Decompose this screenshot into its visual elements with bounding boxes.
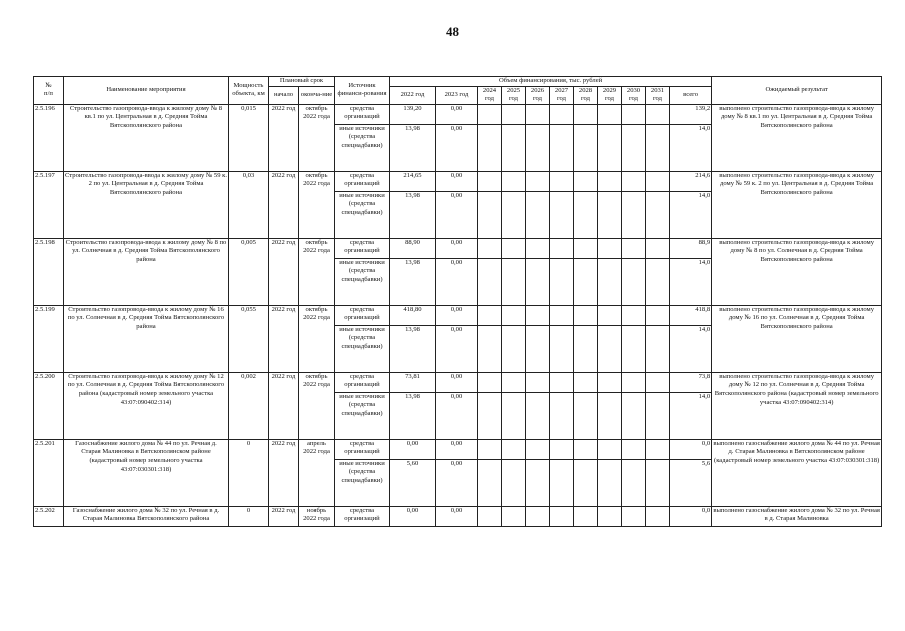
row-name: Газоснабжение жилого дома № 32 по ул. Речная в д. Старая Малиновка Вятскополянского района bbox=[64, 506, 229, 526]
row-value-empty bbox=[526, 325, 550, 372]
row-value-2023: 0,00 bbox=[436, 392, 478, 439]
table-row bbox=[34, 439, 882, 459]
row-name: Строительство газопровода-ввода к жилому дому № 16 по ул. Солнечная в д. Средняя Тойма Вятскополянского района bbox=[64, 305, 229, 372]
row-value-total: 73,8 bbox=[670, 372, 712, 392]
row-value-empty bbox=[550, 171, 574, 191]
row-value-empty bbox=[622, 372, 646, 392]
row-name: Строительство газопровода-ввода к жилому дому № 8 кв.1 по ул. Центральная в д. Средняя Тойма Вятскополянского района bbox=[64, 104, 229, 171]
row-value-2022: 139,20 bbox=[390, 104, 436, 124]
row-value-empty bbox=[526, 124, 550, 171]
table-row bbox=[34, 104, 882, 124]
row-value-empty bbox=[478, 372, 502, 392]
row-value-empty bbox=[646, 439, 670, 459]
row-capacity: 0,005 bbox=[229, 238, 269, 305]
row-value-empty bbox=[478, 506, 502, 526]
row-source: иные источники (средства спецнадбавки) bbox=[335, 459, 390, 506]
row-value-empty bbox=[574, 506, 598, 526]
row-start: 2022 год bbox=[269, 506, 299, 526]
row-result: выполнено строительство газопровода-ввода к жилому дому № 16 по ул. Солнечная в д. Средняя Тойма Вятскополянского района bbox=[712, 305, 882, 372]
row-value-empty bbox=[646, 305, 670, 325]
row-value-empty bbox=[502, 124, 526, 171]
row-value-empty bbox=[526, 191, 550, 238]
header-name: Наименование мероприятия bbox=[64, 77, 229, 105]
row-value-empty bbox=[622, 459, 646, 506]
funding-table bbox=[33, 76, 882, 527]
row-value-empty bbox=[622, 104, 646, 124]
row-value-2022: 13,98 bbox=[390, 325, 436, 372]
header-year: 2025 год bbox=[502, 86, 526, 104]
row-value-empty bbox=[598, 506, 622, 526]
row-start: 2022 год bbox=[269, 171, 299, 238]
row-value-2023: 0,00 bbox=[436, 124, 478, 171]
row-value-empty bbox=[502, 459, 526, 506]
header-capacity: Мощность объекта, км bbox=[229, 77, 269, 105]
row-value-empty bbox=[550, 124, 574, 171]
row-number: 2.5.201 bbox=[34, 439, 64, 506]
row-result: выполнено газоснабжение жилого дома № 32 по ул. Речная в д. Старая Малиновка bbox=[712, 506, 882, 526]
row-value-empty bbox=[574, 104, 598, 124]
header-year: 2022 год bbox=[390, 86, 436, 104]
row-value-total: 214,6 bbox=[670, 171, 712, 191]
header-year: 2024 год bbox=[478, 86, 502, 104]
row-value-total: 418,8 bbox=[670, 305, 712, 325]
row-value-2022: 0,00 bbox=[390, 506, 436, 526]
row-source: иные источники (средства спецнадбавки) bbox=[335, 392, 390, 439]
row-start: 2022 год bbox=[269, 439, 299, 506]
row-value-empty bbox=[550, 258, 574, 305]
row-value-empty bbox=[622, 238, 646, 258]
row-value-empty bbox=[622, 439, 646, 459]
table-row bbox=[34, 171, 882, 191]
row-end: ноябрь 2022 года bbox=[299, 506, 335, 526]
row-value-empty bbox=[550, 459, 574, 506]
row-value-empty bbox=[550, 104, 574, 124]
row-value-empty bbox=[574, 238, 598, 258]
row-value-empty bbox=[646, 124, 670, 171]
row-value-empty bbox=[646, 258, 670, 305]
row-value-2023: 0,00 bbox=[436, 305, 478, 325]
row-value-empty bbox=[550, 372, 574, 392]
table-body bbox=[34, 104, 882, 526]
row-source: средства организаций bbox=[335, 104, 390, 124]
row-value-empty bbox=[646, 171, 670, 191]
row-value-empty bbox=[646, 459, 670, 506]
row-value-empty bbox=[574, 372, 598, 392]
header-end: оконча-ние bbox=[299, 86, 335, 104]
row-source: средства организаций bbox=[335, 372, 390, 392]
row-value-empty bbox=[526, 372, 550, 392]
row-value-empty bbox=[598, 191, 622, 238]
row-name: Газоснабжение жилого дома № 44 по ул. Речная д. Старая Малиновка в Вятскополянском районе (кадастровый номер земельного участка 43:07:030301:318) bbox=[64, 439, 229, 506]
row-start: 2022 год bbox=[269, 305, 299, 372]
row-value-empty bbox=[622, 305, 646, 325]
row-end: октябрь 2022 года bbox=[299, 171, 335, 238]
row-value-empty bbox=[574, 325, 598, 372]
row-value-total: 139,2 bbox=[670, 104, 712, 124]
header-year: 2028 год bbox=[574, 86, 598, 104]
row-value-empty bbox=[598, 325, 622, 372]
row-value-empty bbox=[598, 238, 622, 258]
row-capacity: 0,015 bbox=[229, 104, 269, 171]
page-margin bbox=[0, 566, 905, 631]
row-source: средства организаций bbox=[335, 171, 390, 191]
row-number: 2.5.196 bbox=[34, 104, 64, 171]
row-number: 2.5.202 bbox=[34, 506, 64, 526]
row-value-empty bbox=[502, 392, 526, 439]
row-value-empty bbox=[478, 459, 502, 506]
row-value-empty bbox=[550, 392, 574, 439]
row-source: иные источники (средства спецнадбавки) bbox=[335, 191, 390, 238]
row-value-empty bbox=[598, 372, 622, 392]
row-value-empty bbox=[622, 191, 646, 238]
row-value-empty bbox=[526, 506, 550, 526]
header-result: Ожидаемый результат bbox=[712, 77, 882, 105]
row-capacity: 0,002 bbox=[229, 372, 269, 439]
row-value-total: 5,6 bbox=[670, 459, 712, 506]
row-value-empty bbox=[502, 372, 526, 392]
row-value-empty bbox=[526, 392, 550, 439]
row-value-empty bbox=[502, 439, 526, 459]
row-value-total: 14,0 bbox=[670, 191, 712, 238]
row-number: 2.5.197 bbox=[34, 171, 64, 238]
row-value-empty bbox=[550, 325, 574, 372]
row-value-empty bbox=[502, 258, 526, 305]
row-value-empty bbox=[622, 392, 646, 439]
row-end: октябрь 2022 года bbox=[299, 104, 335, 171]
row-name: Строительство газопровода-ввода к жилому дому № 12 по ул. Солнечная в д. Средняя Тойма Вятскополянского района (кадастровый номер земельного участка 43:07:090402:314) bbox=[64, 372, 229, 439]
header-year: 2030 год bbox=[622, 86, 646, 104]
row-value-2022: 13,98 bbox=[390, 191, 436, 238]
row-value-2023: 0,00 bbox=[436, 191, 478, 238]
row-value-empty bbox=[574, 305, 598, 325]
row-source: средства организаций bbox=[335, 305, 390, 325]
row-value-empty bbox=[526, 459, 550, 506]
row-value-total: 14,0 bbox=[670, 325, 712, 372]
row-value-empty bbox=[526, 104, 550, 124]
table-row bbox=[34, 372, 882, 392]
header-row-1 bbox=[34, 77, 882, 87]
row-value-empty bbox=[598, 171, 622, 191]
row-value-empty bbox=[622, 325, 646, 372]
header-funding: Объем финансирования, тыс. рублей bbox=[390, 77, 712, 87]
row-value-2022: 13,98 bbox=[390, 392, 436, 439]
row-value-2023: 0,00 bbox=[436, 104, 478, 124]
header-year: 2023 год bbox=[436, 86, 478, 104]
row-value-empty bbox=[598, 305, 622, 325]
row-value-empty bbox=[478, 439, 502, 459]
row-value-empty bbox=[478, 238, 502, 258]
row-value-empty bbox=[574, 439, 598, 459]
row-value-2022: 5,60 bbox=[390, 459, 436, 506]
table-row bbox=[34, 238, 882, 258]
row-capacity: 0,055 bbox=[229, 305, 269, 372]
row-value-2022: 88,90 bbox=[390, 238, 436, 258]
header-year: 2031 год bbox=[646, 86, 670, 104]
row-name: Строительство газопровода-ввода к жилому дому № 8 по ул. Солнечная в д. Средняя Тойма Вятскополянского района bbox=[64, 238, 229, 305]
row-value-empty bbox=[526, 305, 550, 325]
row-value-empty bbox=[574, 392, 598, 439]
row-value-empty bbox=[598, 392, 622, 439]
header-year: 2029 год bbox=[598, 86, 622, 104]
row-value-empty bbox=[526, 238, 550, 258]
row-value-empty bbox=[502, 104, 526, 124]
row-value-empty bbox=[550, 439, 574, 459]
row-value-empty bbox=[478, 104, 502, 124]
row-value-empty bbox=[622, 124, 646, 171]
row-value-empty bbox=[502, 171, 526, 191]
row-value-empty bbox=[502, 305, 526, 325]
row-capacity: 0,03 bbox=[229, 171, 269, 238]
header-year: 2026 год bbox=[526, 86, 550, 104]
row-value-empty bbox=[550, 191, 574, 238]
row-source: средства организаций bbox=[335, 439, 390, 459]
row-value-empty bbox=[646, 372, 670, 392]
row-value-empty bbox=[574, 258, 598, 305]
row-source: средства организаций bbox=[335, 238, 390, 258]
row-value-empty bbox=[478, 124, 502, 171]
row-value-empty bbox=[622, 171, 646, 191]
row-end: октябрь 2022 года bbox=[299, 238, 335, 305]
row-end: октябрь 2022 года bbox=[299, 372, 335, 439]
row-value-2023: 0,00 bbox=[436, 258, 478, 305]
row-value-empty bbox=[598, 459, 622, 506]
row-result: выполнено строительство газопровода-ввода к жилому дому № 8 кв.1 по ул. Центральная в д. Средняя Тойма Вятскополянского района bbox=[712, 104, 882, 171]
row-start: 2022 год bbox=[269, 104, 299, 171]
row-capacity: 0 bbox=[229, 506, 269, 526]
row-value-empty bbox=[646, 506, 670, 526]
row-value-empty bbox=[622, 506, 646, 526]
row-value-empty bbox=[550, 238, 574, 258]
row-name: Строительство газопровода-ввода к жилому дому № 59 к. 2 по ул. Центральная в д. Средняя Тойма Вятскополянского района bbox=[64, 171, 229, 238]
row-value-2023: 0,00 bbox=[436, 372, 478, 392]
row-value-total: 0,0 bbox=[670, 439, 712, 459]
row-value-2023: 0,00 bbox=[436, 439, 478, 459]
row-value-total: 88,9 bbox=[670, 238, 712, 258]
row-start: 2022 год bbox=[269, 372, 299, 439]
row-number: 2.5.199 bbox=[34, 305, 64, 372]
row-value-empty bbox=[478, 325, 502, 372]
table-row bbox=[34, 506, 882, 526]
row-value-empty bbox=[646, 104, 670, 124]
row-value-2022: 13,98 bbox=[390, 258, 436, 305]
row-number: 2.5.198 bbox=[34, 238, 64, 305]
row-capacity: 0 bbox=[229, 439, 269, 506]
row-value-2023: 0,00 bbox=[436, 171, 478, 191]
row-value-empty bbox=[622, 258, 646, 305]
row-value-empty bbox=[574, 171, 598, 191]
row-value-empty bbox=[574, 191, 598, 238]
row-value-empty bbox=[598, 104, 622, 124]
row-value-total: 14,0 bbox=[670, 258, 712, 305]
row-value-2023: 0,00 bbox=[436, 459, 478, 506]
row-source: средства организаций bbox=[335, 506, 390, 526]
row-value-empty bbox=[598, 124, 622, 171]
row-value-empty bbox=[646, 392, 670, 439]
row-value-empty bbox=[646, 191, 670, 238]
row-value-empty bbox=[646, 325, 670, 372]
row-value-2022: 73,81 bbox=[390, 372, 436, 392]
row-value-empty bbox=[478, 171, 502, 191]
row-number: 2.5.200 bbox=[34, 372, 64, 439]
row-value-empty bbox=[598, 258, 622, 305]
row-value-2022: 13,98 bbox=[390, 124, 436, 171]
row-value-empty bbox=[526, 171, 550, 191]
row-end: октябрь 2022 года bbox=[299, 305, 335, 372]
row-value-2022: 214,65 bbox=[390, 171, 436, 191]
row-value-empty bbox=[550, 506, 574, 526]
row-value-total: 0,0 bbox=[670, 506, 712, 526]
row-value-empty bbox=[478, 258, 502, 305]
row-value-empty bbox=[574, 459, 598, 506]
row-result: выполнено строительство газопровода-ввода к жилому дому № 8 по ул. Солнечная в д. Средняя Тойма Вятскополянского района bbox=[712, 238, 882, 305]
row-value-2022: 418,80 bbox=[390, 305, 436, 325]
row-value-empty bbox=[478, 392, 502, 439]
row-result: выполнено строительство газопровода-ввода к жилому дому № 59 к. 2 по ул. Центральная в д. Средняя Тойма Вятскополянского района bbox=[712, 171, 882, 238]
row-value-empty bbox=[502, 325, 526, 372]
row-value-empty bbox=[598, 439, 622, 459]
row-value-empty bbox=[526, 258, 550, 305]
row-source: иные источники (средства спецнадбавки) bbox=[335, 325, 390, 372]
row-value-empty bbox=[550, 305, 574, 325]
header-source: Источник финанси-рования bbox=[335, 77, 390, 105]
row-result: выполнено строительство газопровода-ввода к жилому дому № 12 по ул. Солнечная в д. Средняя Тойма Вятскополянского района (кадастровый номер земельного участка 43:07:090402:314) bbox=[712, 372, 882, 439]
row-source: иные источники (средства спецнадбавки) bbox=[335, 124, 390, 171]
page-number: 48 bbox=[446, 24, 459, 39]
row-value-empty bbox=[646, 238, 670, 258]
row-value-empty bbox=[478, 305, 502, 325]
row-start: 2022 год bbox=[269, 238, 299, 305]
row-value-empty bbox=[574, 124, 598, 171]
row-result: выполнено газоснабжение жилого дома № 44 по ул. Речная д. Старая Малиновка в Вятскополянском районе (кадастровый номер земельного участка 43:07:030301:318) bbox=[712, 439, 882, 506]
row-value-2023: 0,00 bbox=[436, 238, 478, 258]
row-value-empty bbox=[502, 506, 526, 526]
row-value-empty bbox=[502, 191, 526, 238]
table-row bbox=[34, 305, 882, 325]
header-num: № п/п bbox=[34, 77, 64, 105]
header-total: всего bbox=[670, 86, 712, 104]
row-end: апрель 2022 года bbox=[299, 439, 335, 506]
row-value-empty bbox=[526, 439, 550, 459]
row-value-empty bbox=[502, 238, 526, 258]
row-source: иные источники (средства спецнадбавки) bbox=[335, 258, 390, 305]
header-year: 2027 год bbox=[550, 86, 574, 104]
row-value-2023: 0,00 bbox=[436, 506, 478, 526]
row-value-2023: 0,00 bbox=[436, 325, 478, 372]
row-value-total: 14,0 bbox=[670, 392, 712, 439]
header-start: начало bbox=[269, 86, 299, 104]
header-plan-term: Плановый срок bbox=[269, 77, 335, 87]
row-value-total: 14,0 bbox=[670, 124, 712, 171]
row-value-empty bbox=[478, 191, 502, 238]
row-value-2022: 0,00 bbox=[390, 439, 436, 459]
